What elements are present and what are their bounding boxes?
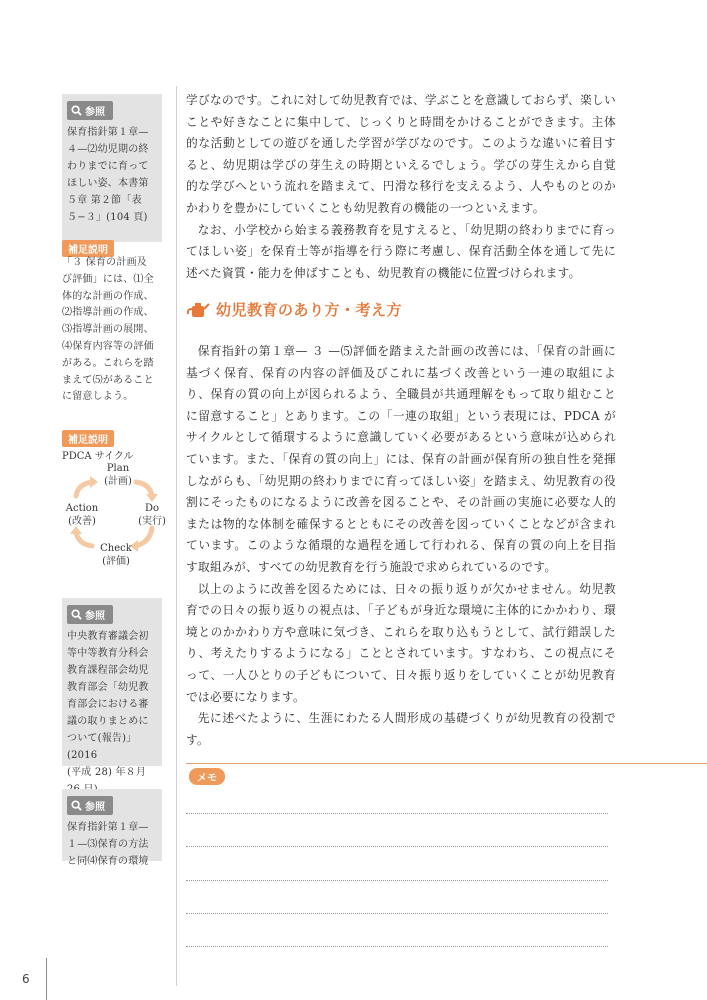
pdca-do: Do (実行) xyxy=(138,503,166,527)
reference-tab-3 xyxy=(67,796,113,815)
supplement-text: 「３ 保育の計画及 び評価」には、⑴全 体的な計画の作成、 ⑵指導計画の作成、 ⑶指導計画の展開、 ⑷保育内容等の評価 がある。これらを踏 まえて⑸があること に留意しよう。 xyxy=(62,257,154,403)
memo-line xyxy=(186,913,608,914)
reference-text-2: 中央教育審議会初 等中等教育分科会 教育課程部会幼児 教育部会「幼児教 育部会における審 議の取りまとめに ついて(報告)」(2016 (平成 28) 年８月 xyxy=(67,631,149,778)
paragraph-3: 保育指針の第１章— ３ —⑸評価を踏まえた計画の改善には、「保育の計画に基づく保育、保育の内容の評価及びこれに基づく改善という一連の取組により、保育の質の向上が図られるよう、全職員が共通理解をもって取り組むことに留意すること」とあります。この「一連の取組」という表現には、PDCA がサイクルとして循環するように意識していく必要があるという意味が込められています。また、「保育の質の向上」には、保育の計画が保育所の独自性を発揮しながらも、「幼児期の終わりまでに育ってほしい姿」を踏まえ、幼児教育の役割にそったものになるように改善を図ることや、その計画の実施に必要な人的または物的な体制を確保するとともにその改善を図っていくことなどが含まれています。このような循環的な過程を通して行われる、保育の質の向上を目指す取組みが、すべての幼児教育を行う施設で求められているのです。 xyxy=(186,344,616,574)
pdca-action: Action (改善) xyxy=(65,503,99,527)
section-heading-text: 幼児教育のあり方・考え方 xyxy=(216,301,403,319)
memo-line xyxy=(186,880,608,881)
reference-tab xyxy=(67,101,113,120)
supplement-tab-2: 補足説明 xyxy=(62,430,114,447)
reference-box-3 xyxy=(62,789,162,867)
paragraph-1: 学びなのです。これに対して幼児教育では、学ぶことを意識しておらず、楽しいことや好きなことに集中して、じっくりと時間をかけることができます。主体的な活動としての遊びを通した学習が学びなのです。このような違いに着目すると、幼児期は学びの芽生えの時期といえるでしょう。学びの芽生えから自覚的な学びへという流れを踏まえて、円滑な移行を支えるよう、人やものとのかかわりを豊かにしていくことも幼児教育の機能の一つといえます。 xyxy=(186,93,616,215)
paragraph-4: 以上のように改善を図るためには、日々の振り返りが欠かせません。幼児教育での日々の振り返りの視点は、「子どもが身近な環境に主体的にかかわり、環境とのかかわり方や意味に気づき、これらを取り込もうとして、試行錯誤したり、考えたりするようになる」こととされています。すなわち、この視点にそって、一人ひとりの子どもについて、日々振り返りをしていくことが幼児教育では必要になります。 xyxy=(186,581,616,704)
reference-text: 保育指針第１章— ４—⑵幼児期の終 わりまでに育って ほしい姿、本書第 ５章 第２節「表 ５−３」(104 頁) xyxy=(67,127,149,223)
memo-tab: メモ xyxy=(189,768,225,785)
reference-label: 参照 xyxy=(85,107,105,118)
magnifier-icon xyxy=(71,105,82,116)
sidebar-divider xyxy=(176,86,177,986)
reference-text-3: 保育指針第１章— １—⑶保育の方法 と同⑷保育の環境 xyxy=(67,822,149,867)
paragraph-5: 先に述べたように、生涯にわたる人間形成の基礎づくりが幼児教育の役割です。 xyxy=(186,711,616,747)
reference-label-2: 参照 xyxy=(85,611,105,622)
memo-line xyxy=(186,846,608,847)
memo-divider xyxy=(186,763,707,764)
reference-label-3: 参照 xyxy=(85,802,105,813)
main-body-section xyxy=(186,341,616,751)
pdca-cycle-diagram xyxy=(62,462,168,572)
section-heading xyxy=(186,299,402,320)
magnifier-icon xyxy=(71,800,82,811)
magnifier-icon xyxy=(71,609,82,620)
watering-can-icon xyxy=(186,300,210,320)
memo-line xyxy=(186,813,608,814)
paragraph-2: なお、小学校から始まる義務教育を見すえると、「幼児期の終わりまでに育ってほしい姿」を保育士等が指導を行う際に考慮し、保育活動全体を通して先に述べた資質・能力を伸ばすことも、幼児教育の機能に位置づけられます。 xyxy=(186,222,616,280)
reference-box-1 xyxy=(62,94,162,242)
pdca-title: PDCA サイクル xyxy=(62,451,134,462)
supplement-tab: 補足説明 xyxy=(62,240,114,257)
reference-box-2 xyxy=(62,598,162,778)
page-number-rule xyxy=(46,958,47,1000)
reference-tab-2 xyxy=(67,605,113,624)
page-number: 6 xyxy=(22,972,30,986)
memo-line xyxy=(186,946,608,947)
pdca-plan: Plan (計画) xyxy=(104,463,132,487)
pdca-check: Check (評価) xyxy=(100,543,132,567)
main-body-top xyxy=(186,90,616,284)
